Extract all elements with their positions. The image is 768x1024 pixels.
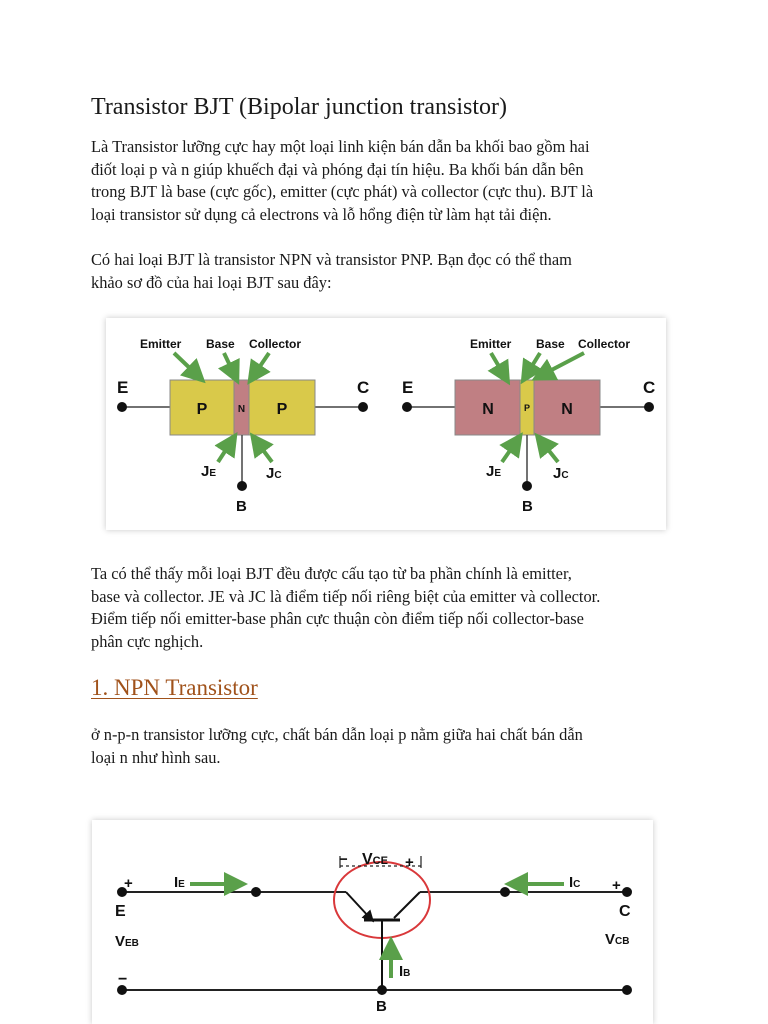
npn-diagram [402,337,655,515]
ie-label: IE [174,874,185,891]
text-line: điốt loại p và n giúp khuếch đại và phóng đại tín hiệu. Ba khối bán dẫn bên [91,159,584,179]
vce-label: VCE [362,851,388,868]
emitter-label: Emitter [140,337,182,351]
region-left: P [196,401,208,418]
bjt-types-figure [106,318,666,530]
section-heading-npn: 1. NPN Transistor [91,675,258,700]
region-left: N [482,401,494,418]
jc-label: JC [266,465,282,482]
types-paragraph [91,249,691,294]
text-line: Là Transistor lưỡng cực hay một loại linh kiện bán dẫn ba khối bao gồm hai [91,137,590,156]
terminal-c: C [643,378,656,397]
plus-right: + [612,877,621,894]
terminal-c: C [619,903,631,920]
collector-label: Collector [578,337,631,351]
page-title: Transistor BJT (Bipolar junction transistor) [91,94,507,120]
text-line: trong BJT là base (cực gốc), emitter (cực phát) và collector (cực thu). BJT là [91,182,594,202]
vce-plus: + [405,854,414,871]
terminal-e: E [402,378,414,397]
region-right: N [561,401,573,418]
pnp-diagram [117,337,369,515]
collector-label: Collector [249,337,302,351]
text-line: loại n như hình sau. [91,747,221,767]
text-line: loại transistor sử dụng cả electrons và lỗ hổng điện từ làm hạt tải điện. [91,204,552,224]
ic-label: IC [569,874,581,891]
terminal-b: B [236,498,247,515]
veb-label: VEB [115,933,139,950]
plus-left: + [124,875,133,892]
je-label: JE [486,463,502,480]
text-line: phân cực nghịch. [91,631,204,651]
npn-circuit-figure [92,820,653,1024]
region-right: P [276,401,288,418]
minus-left: − [118,971,128,988]
ib-label: IB [399,963,411,980]
text-line: ở n-p-n transistor lưỡng cực, chất bán dẫn loại p nằm giữa hai chất bán dẫn [91,725,583,744]
structure-paragraph [91,563,691,653]
terminal-b: B [376,998,387,1015]
text-line: khảo sơ đồ của hai loại BJT sau đây: [91,272,332,292]
base-label: Base [536,337,565,351]
terminal-e: E [115,903,126,920]
terminal-b: B [522,498,533,515]
vcb-label: VCB [605,931,630,948]
emitter-label: Emitter [470,337,512,351]
text-line: Có hai loại BJT là transistor NPN và transistor PNP. Bạn đọc có thể tham [91,250,572,269]
text-line: Điểm tiếp nối emitter-base phân cực thuận còn điểm tiếp nối collector-base [91,609,584,629]
region-mid: N [237,404,246,415]
npn-paragraph [91,724,691,769]
jc-label: JC [553,465,569,482]
intro-paragraph [91,136,691,226]
text-line: base và collector. JE và JC là điểm tiếp nối riêng biệt của emitter và collector. [91,586,601,606]
text-line: Ta có thể thấy mỗi loại BJT đều được cấu tạo từ ba phần chính là emitter, [91,564,572,583]
terminal-e: E [117,378,129,397]
terminal-c: C [357,378,370,397]
region-mid: P [523,403,531,413]
je-label: JE [201,463,217,480]
base-label: Base [206,337,235,351]
vce-minus: − [339,851,348,868]
